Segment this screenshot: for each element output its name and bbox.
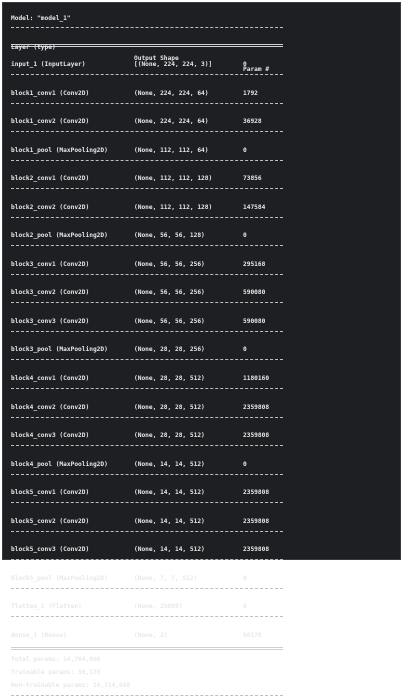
output-shape: (None, 56, 56, 256) (134, 260, 205, 268)
layer-name: input_1 (InputLayer) (11, 61, 86, 68)
table-row (11, 136, 287, 165)
table-row (11, 364, 287, 393)
layer-row (11, 372, 283, 387)
table-row (11, 307, 287, 336)
table-row (11, 107, 287, 136)
table-row (11, 193, 287, 222)
layer-row (11, 201, 283, 216)
table-row (11, 535, 287, 564)
layer-name: dense_1 (Dense) (11, 631, 67, 639)
output-shape: (None, 25088) (134, 603, 183, 611)
model-summary (11, 13, 287, 699)
layer-name: block5_conv1 (Conv2D) (11, 489, 90, 497)
layer-row (11, 429, 283, 444)
layer-name: block4_pool (MaxPooling2D) (11, 460, 108, 468)
output-shape: (None, 14, 14, 512) (134, 517, 205, 525)
output-shape: (None, 7, 7, 512) (134, 574, 198, 582)
column-header-layer: Layer (type) (11, 44, 56, 51)
output-shape: (None, 224, 224, 64) (134, 118, 209, 126)
layer-name: block1_conv1 (Conv2D) (11, 89, 90, 97)
param-count: 0 (243, 146, 247, 154)
layer-row (11, 486, 283, 501)
output-shape: (None, 56, 56, 256) (134, 289, 205, 297)
param-count: 2359808 (243, 432, 270, 440)
output-shape: (None, 28, 28, 512) (134, 375, 205, 383)
divider (11, 695, 283, 696)
layer-name: block2_conv1 (Conv2D) (11, 175, 90, 183)
total-params: Total params: 14,764,866 (11, 656, 101, 664)
layer-name: block2_conv2 (Conv2D) (11, 203, 90, 211)
row-divider (11, 531, 283, 532)
param-count: 2359808 (243, 517, 270, 525)
row-divider (11, 160, 283, 161)
param-count: 50178 (243, 631, 262, 639)
row-divider (11, 474, 283, 475)
layer-row (11, 572, 283, 587)
divider (11, 27, 283, 28)
row-divider (11, 588, 283, 589)
layer-row (11, 144, 283, 159)
param-count: 147584 (243, 203, 266, 211)
table-row (11, 507, 287, 536)
output-shape: [(None, 224, 224, 3)] (134, 61, 213, 68)
output-shape: (None, 112, 112, 64) (134, 146, 209, 154)
layer-name: block4_conv3 (Conv2D) (11, 432, 90, 440)
layer-row (11, 87, 283, 102)
table-row (11, 278, 287, 307)
output-shape: (None, 14, 14, 512) (134, 546, 205, 554)
row-divider (11, 445, 283, 446)
table-row (11, 250, 287, 279)
table-row (11, 79, 287, 108)
layer-name: block4_conv2 (Conv2D) (11, 403, 90, 411)
param-count: 2359808 (243, 489, 270, 497)
row-divider (11, 217, 283, 218)
layer-name: block4_conv1 (Conv2D) (11, 375, 90, 383)
output-shape: (None, 2) (134, 631, 168, 639)
column-header-shape: Output Shape (134, 55, 179, 62)
layer-row (11, 401, 283, 416)
param-count: 0 (243, 603, 247, 611)
param-summary (11, 653, 287, 692)
layer-row (11, 286, 283, 301)
output-shape: (None, 56, 56, 256) (134, 317, 205, 325)
param-count: 0 (243, 61, 247, 68)
column-header-params: Param # (243, 66, 270, 73)
layer-row (11, 600, 283, 615)
table-row (11, 50, 287, 79)
output-shape: (None, 112, 112, 128) (134, 175, 213, 183)
row-divider (11, 302, 283, 303)
output-shape: (None, 14, 14, 512) (134, 460, 205, 468)
table-row (11, 478, 287, 507)
table-row (11, 621, 287, 650)
table-row (11, 421, 287, 450)
table-row (11, 564, 287, 593)
non-trainable-params: Non-trainable params: 14,714,688 (11, 682, 131, 690)
row-divider (11, 245, 283, 246)
layer-row (11, 343, 283, 358)
layer-name: block3_conv2 (Conv2D) (11, 289, 90, 297)
row-divider (11, 74, 283, 75)
layer-row (11, 458, 283, 473)
param-count: 295168 (243, 260, 266, 268)
layer-row (11, 115, 283, 130)
param-count: 0 (243, 346, 247, 354)
layer-row (11, 258, 283, 273)
table-row (11, 164, 287, 193)
output-shape: (None, 56, 56, 128) (134, 232, 205, 240)
layer-row (11, 58, 283, 73)
param-count: 590080 (243, 289, 266, 297)
layer-row (11, 629, 283, 644)
row-divider (11, 502, 283, 503)
param-count: 590080 (243, 317, 266, 325)
param-count: 0 (243, 574, 247, 582)
param-count: 2359808 (243, 546, 270, 554)
table-row (11, 335, 287, 364)
layer-row (11, 515, 283, 530)
row-divider (11, 188, 283, 189)
row-divider (11, 388, 283, 389)
layer-name: block1_conv2 (Conv2D) (11, 118, 90, 126)
param-count: 73856 (243, 175, 262, 183)
layer-name: block5_pool (MaxPooling2D) (11, 574, 108, 582)
layer-name: block2_pool (MaxPooling2D) (11, 232, 108, 240)
row-divider (11, 274, 283, 275)
output-cell (2, 2, 401, 690)
output-shape: (None, 28, 28, 512) (134, 432, 205, 440)
layer-row (11, 315, 283, 330)
layer-name: block3_conv1 (Conv2D) (11, 260, 90, 268)
output-shape: (None, 224, 224, 64) (134, 89, 209, 97)
row-divider (11, 417, 283, 418)
row-divider (11, 331, 283, 332)
layer-name: block5_conv3 (Conv2D) (11, 546, 90, 554)
layer-name: block3_conv3 (Conv2D) (11, 317, 90, 325)
layer-name: block5_conv2 (Conv2D) (11, 517, 90, 525)
layer-table (11, 50, 287, 649)
output-shape: (None, 28, 28, 512) (134, 403, 205, 411)
layer-name: flatten_1 (Flatten) (11, 603, 82, 611)
layer-name: block3_pool (MaxPooling2D) (11, 346, 108, 354)
param-count: 1180160 (243, 375, 270, 383)
param-count: 2359808 (243, 403, 270, 411)
layer-row (11, 172, 283, 187)
table-row (11, 393, 287, 422)
param-count: 0 (243, 232, 247, 240)
trainable-params: Trainable params: 50,178 (11, 669, 101, 677)
layer-row (11, 229, 283, 244)
table-row (11, 592, 287, 621)
layer-row (11, 543, 283, 558)
row-divider (11, 559, 283, 560)
output-shape: (None, 14, 14, 512) (134, 489, 205, 497)
param-count: 1792 (243, 89, 258, 97)
row-divider (11, 616, 283, 617)
row-divider (11, 131, 283, 132)
output-shape: (None, 28, 28, 256) (134, 346, 205, 354)
param-count: 36928 (243, 118, 262, 126)
model-title: Model: "model_1" (11, 15, 71, 22)
table-row (11, 221, 287, 250)
row-divider (11, 103, 283, 104)
output-shape: (None, 112, 112, 128) (134, 203, 213, 211)
table-row (11, 450, 287, 479)
layer-name: block1_pool (MaxPooling2D) (11, 146, 108, 154)
row-divider (11, 359, 283, 360)
param-count: 0 (243, 460, 247, 468)
